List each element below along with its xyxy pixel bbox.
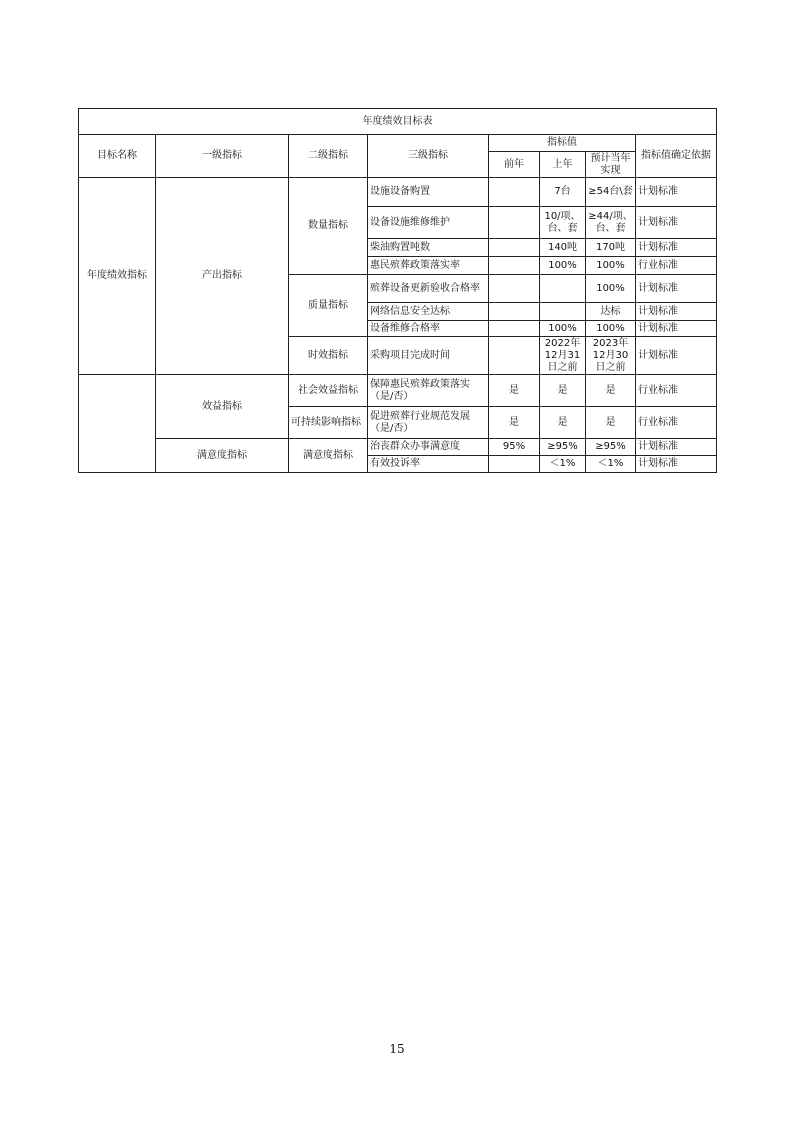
prev-value [489,456,540,473]
last-value: 140吨 [540,239,586,257]
basis-value: 计划标准 [636,321,717,337]
header-value-group: 指标值 [489,135,636,152]
last-value: 是 [540,375,586,407]
indicator-name: 惠民殡葬政策落实率 [368,257,489,275]
prev-value [489,178,540,207]
table-row [79,178,717,207]
indicator-name: 设施设备购置 [368,178,489,207]
prev-value: 是 [489,407,540,439]
basis-value: 计划标准 [636,439,717,456]
page-number: 15 [389,1042,405,1056]
prev-value [489,321,540,337]
expected-value: 达标 [586,303,636,321]
expected-value: 是 [586,375,636,407]
prev-value [489,303,540,321]
last-value: 100% [540,257,586,275]
prev-value [489,337,540,375]
basis-value: 计划标准 [636,456,717,473]
indicator-name: 柴油购置吨数 [368,239,489,257]
table-row [79,375,717,407]
prev-value: 95% [489,439,540,456]
expected-value: 100% [586,275,636,303]
prev-value [489,257,540,275]
level2-quantity: 数量指标 [289,178,368,275]
header-basis: 指标值确定依据 [636,135,717,178]
header-prev-year: 前年 [489,152,540,178]
indicator-name: 治丧群众办事满意度 [368,439,489,456]
expected-value: ≥54台\套 [586,178,636,207]
prev-value: 是 [489,375,540,407]
basis-value: 计划标准 [636,239,717,257]
prev-value [489,239,540,257]
indicator-name: 有效投诉率 [368,456,489,473]
expected-value: 是 [586,407,636,439]
basis-value: 计划标准 [636,337,717,375]
indicator-name: 网络信息安全达标 [368,303,489,321]
last-value: 10/项、台、套 [540,207,586,239]
last-value: ＜1% [540,456,586,473]
expected-value: 100% [586,257,636,275]
basis-value: 行业标准 [636,407,717,439]
header-level1: 一级指标 [156,135,289,178]
prev-value [489,275,540,303]
last-value [540,303,586,321]
expected-value: ≥95% [586,439,636,456]
expected-value: ＜1% [586,456,636,473]
goal-name-cell-continued [79,375,156,473]
basis-value: 计划标准 [636,207,717,239]
level1-satisfaction: 满意度指标 [156,439,289,473]
expected-value: 2023年12月30日之前 [586,337,636,375]
expected-value: 170吨 [586,239,636,257]
level2-social: 社会效益指标 [289,375,368,407]
indicator-name: 保障惠民殡葬政策落实（是/否） [368,375,489,407]
header-level2: 二级指标 [289,135,368,178]
table-title: 年度绩效目标表 [79,109,717,135]
prev-value [489,207,540,239]
last-value: 100% [540,321,586,337]
indicator-name: 促进殡葬行业规范发展（是/否） [368,407,489,439]
performance-goal-table [78,108,717,473]
expected-value: 100% [586,321,636,337]
level2-quality: 质量指标 [289,275,368,337]
indicator-name: 设备维修合格率 [368,321,489,337]
level2-satisfaction: 满意度指标 [289,439,368,473]
basis-value: 行业标准 [636,375,717,407]
indicator-name: 设备设施维修维护 [368,207,489,239]
table-row [79,439,717,456]
indicator-name: 采购项目完成时间 [368,337,489,375]
header-level3: 三级指标 [368,135,489,178]
basis-value: 计划标准 [636,178,717,207]
header-last-year: 上年 [540,152,586,178]
header-expected: 预计当年实现 [586,152,636,178]
last-value: 2022年12月31日之前 [540,337,586,375]
last-value [540,275,586,303]
header-goal-name: 目标名称 [79,135,156,178]
last-value: 7台 [540,178,586,207]
basis-value: 行业标准 [636,257,717,275]
level1-benefit: 效益指标 [156,375,289,439]
basis-value: 计划标准 [636,303,717,321]
level2-timeliness: 时效指标 [289,337,368,375]
last-value: ≥95% [540,439,586,456]
goal-name-cell: 年度绩效指标 [79,178,156,375]
level1-output: 产出指标 [156,178,289,375]
basis-value: 计划标准 [636,275,717,303]
indicator-name: 殡葬设备更新验收合格率 [368,275,489,303]
expected-value: ≥44/项、台、套 [586,207,636,239]
level2-sustainable: 可持续影响指标 [289,407,368,439]
last-value: 是 [540,407,586,439]
